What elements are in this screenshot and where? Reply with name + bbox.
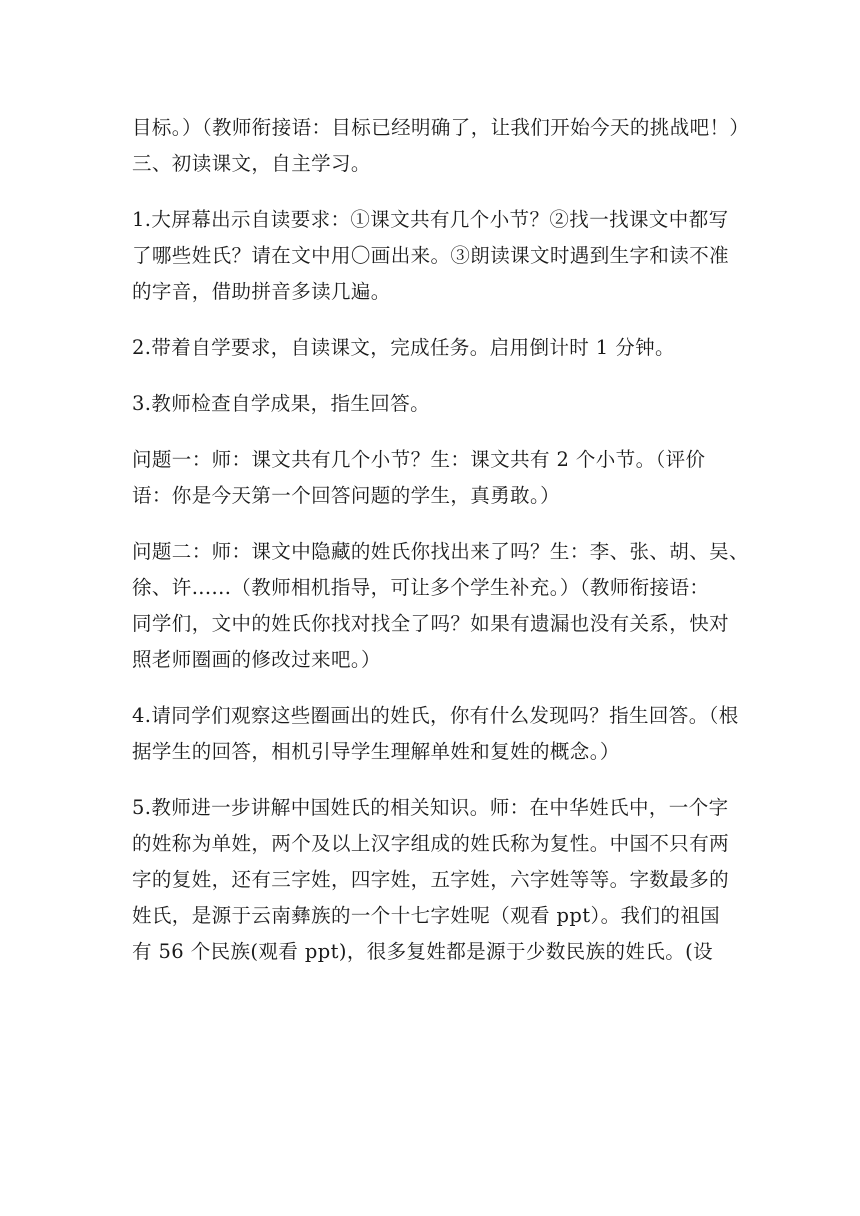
text-line: 目标。）（教师衔接语：目标已经明确了，让我们开始今天的挑战吧！）: [132, 116, 750, 139]
text-line: 问题二：师：课文中隐藏的姓氏你找出来了吗？生：李、张、胡、吴、: [132, 540, 749, 563]
text-line: 4.请同学们观察这些圈画出的姓氏，你有什么发现吗？指生回答。（根: [132, 704, 739, 727]
text-line: 据学生的回答，相机引导学生理解单姓和复姓的概念。）: [132, 740, 620, 763]
text-line: 问题一：师：课文共有几个小节？生：课文共有 2 个小节。（评价: [132, 448, 706, 471]
text-line: 的字音，借助拼音多读几遍。: [132, 280, 391, 303]
document-page: [132, 110, 750, 970]
section-heading: 三、初读课文，自主学习。: [132, 152, 371, 175]
text-line: 1.大屏幕出示自读要求：①课文共有几个小节？②找一找课文中都写: [132, 208, 729, 231]
text-line: 姓氏，是源于云南彝族的一个十七字姓呢（观看 ppt）。我们的祖国: [132, 904, 721, 927]
text-line: 的姓称为单姓，两个及以上汉字组成的姓氏称为复性。中国不只有两: [132, 832, 730, 855]
text-line: 照老师圈画的修改过来吧。）: [132, 648, 381, 671]
text-line: 5.教师进一步讲解中国姓氏的相关知识。师：在中华姓氏中，一个字: [132, 796, 729, 819]
text-line: 徐、许......（教师相机指导，可让多个学生补充。）（教师衔接语：: [132, 576, 710, 599]
text-line: 2.带着自学要求，自读课文，完成任务。启用倒计时 1 分钟。: [132, 336, 675, 359]
text-line: 字的复姓，还有三字姓，四字姓，五字姓，六字姓等等。字数最多的: [132, 868, 730, 891]
text-line: 同学们，文中的姓氏你找对找全了吗？如果有遗漏也没有关系，快对: [132, 612, 730, 635]
text-line: 了哪些姓氏？请在文中用〇画出来。③朗读课文时遇到生字和读不准: [132, 244, 730, 267]
text-line: 语：你是今天第一个回答问题的学生，真勇敢。）: [132, 484, 561, 507]
text-line: 3.教师检查自学成果，指生回答。: [132, 392, 431, 415]
text-line: 有 56 个民族(观看 ppt)，很多复姓都是源于少数民族的姓氏。(设: [132, 940, 714, 963]
